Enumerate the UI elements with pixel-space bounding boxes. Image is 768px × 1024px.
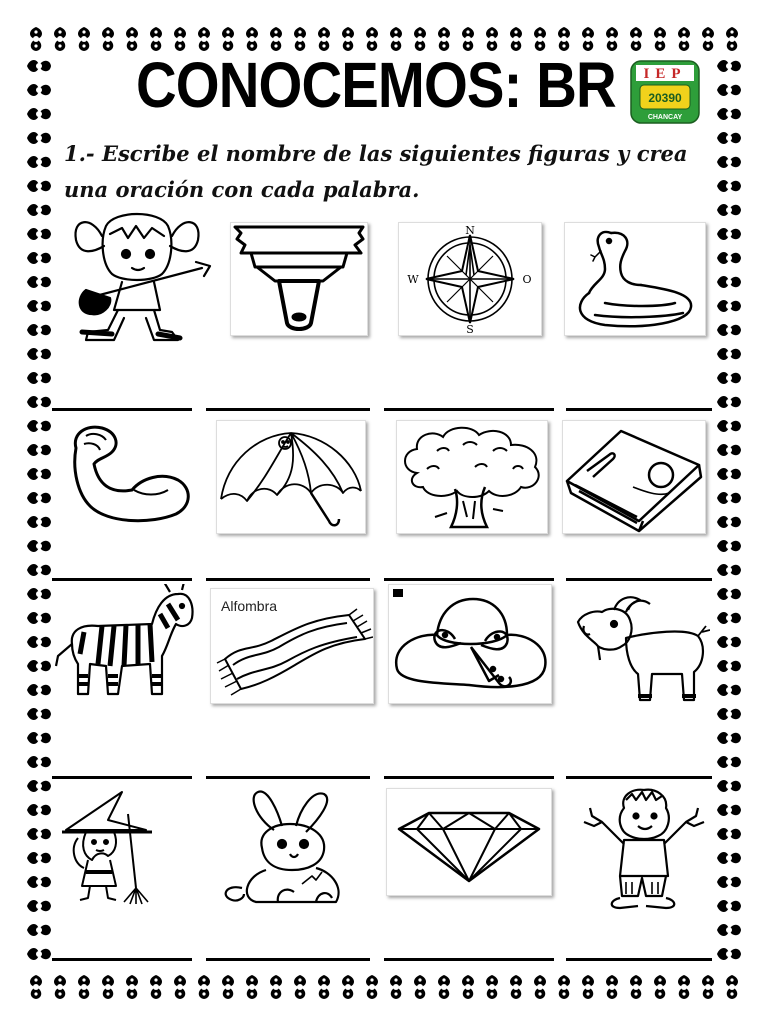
answer-line — [566, 958, 712, 961]
picture-hat — [388, 584, 552, 704]
answer-line — [384, 578, 554, 581]
picture-compass-rose — [398, 222, 542, 336]
answer-line — [384, 958, 554, 961]
picture-boy — [580, 786, 710, 912]
answer-line — [566, 408, 712, 411]
compass-letter-o: O — [522, 273, 532, 286]
picture-zebra — [52, 584, 200, 704]
answer-line — [384, 408, 554, 411]
picture-cobra — [564, 222, 706, 336]
answer-line — [566, 776, 712, 779]
school-logo — [630, 60, 700, 124]
floral-border-left — [24, 54, 54, 972]
rug-caption: Alfombra — [221, 598, 278, 614]
picture-witch — [56, 790, 160, 906]
picture-diamond — [386, 788, 552, 896]
answer-line — [384, 776, 554, 779]
floral-border-right — [714, 54, 744, 972]
compass-letter-n: N — [465, 224, 475, 237]
logo-top-text: IEP — [643, 66, 687, 82]
picture-bunny — [216, 788, 364, 910]
picture-book — [562, 420, 706, 534]
picture-rockstar-girl — [62, 206, 212, 346]
answer-line — [52, 408, 192, 411]
answer-line — [206, 776, 370, 779]
instruction-text: 1.- Escribe el nombre de las siguientes figuras y crea una oración con cada palabra. — [64, 141, 688, 202]
answer-line — [206, 408, 370, 411]
answer-line — [52, 578, 192, 581]
picture-rug — [210, 588, 374, 704]
compass-letter-s: S — [466, 323, 474, 335]
picture-goat — [570, 588, 710, 708]
page-title: CONOCEMOS: BR — [136, 49, 616, 121]
logo-number: 20390 — [648, 91, 682, 105]
answer-line — [52, 958, 192, 961]
picture-paint-brush — [230, 222, 368, 336]
answer-line — [566, 578, 712, 581]
picture-arm-muscle — [62, 420, 212, 532]
floral-border-bottom — [24, 972, 744, 1002]
logo-bottom-text: CHANCAY — [647, 114, 683, 121]
compass-letter-w: W — [407, 273, 419, 286]
picture-umbrella — [216, 420, 366, 534]
answer-line — [52, 776, 192, 779]
answer-line — [206, 578, 370, 581]
answer-line — [206, 958, 370, 961]
picture-broccoli — [396, 420, 548, 534]
